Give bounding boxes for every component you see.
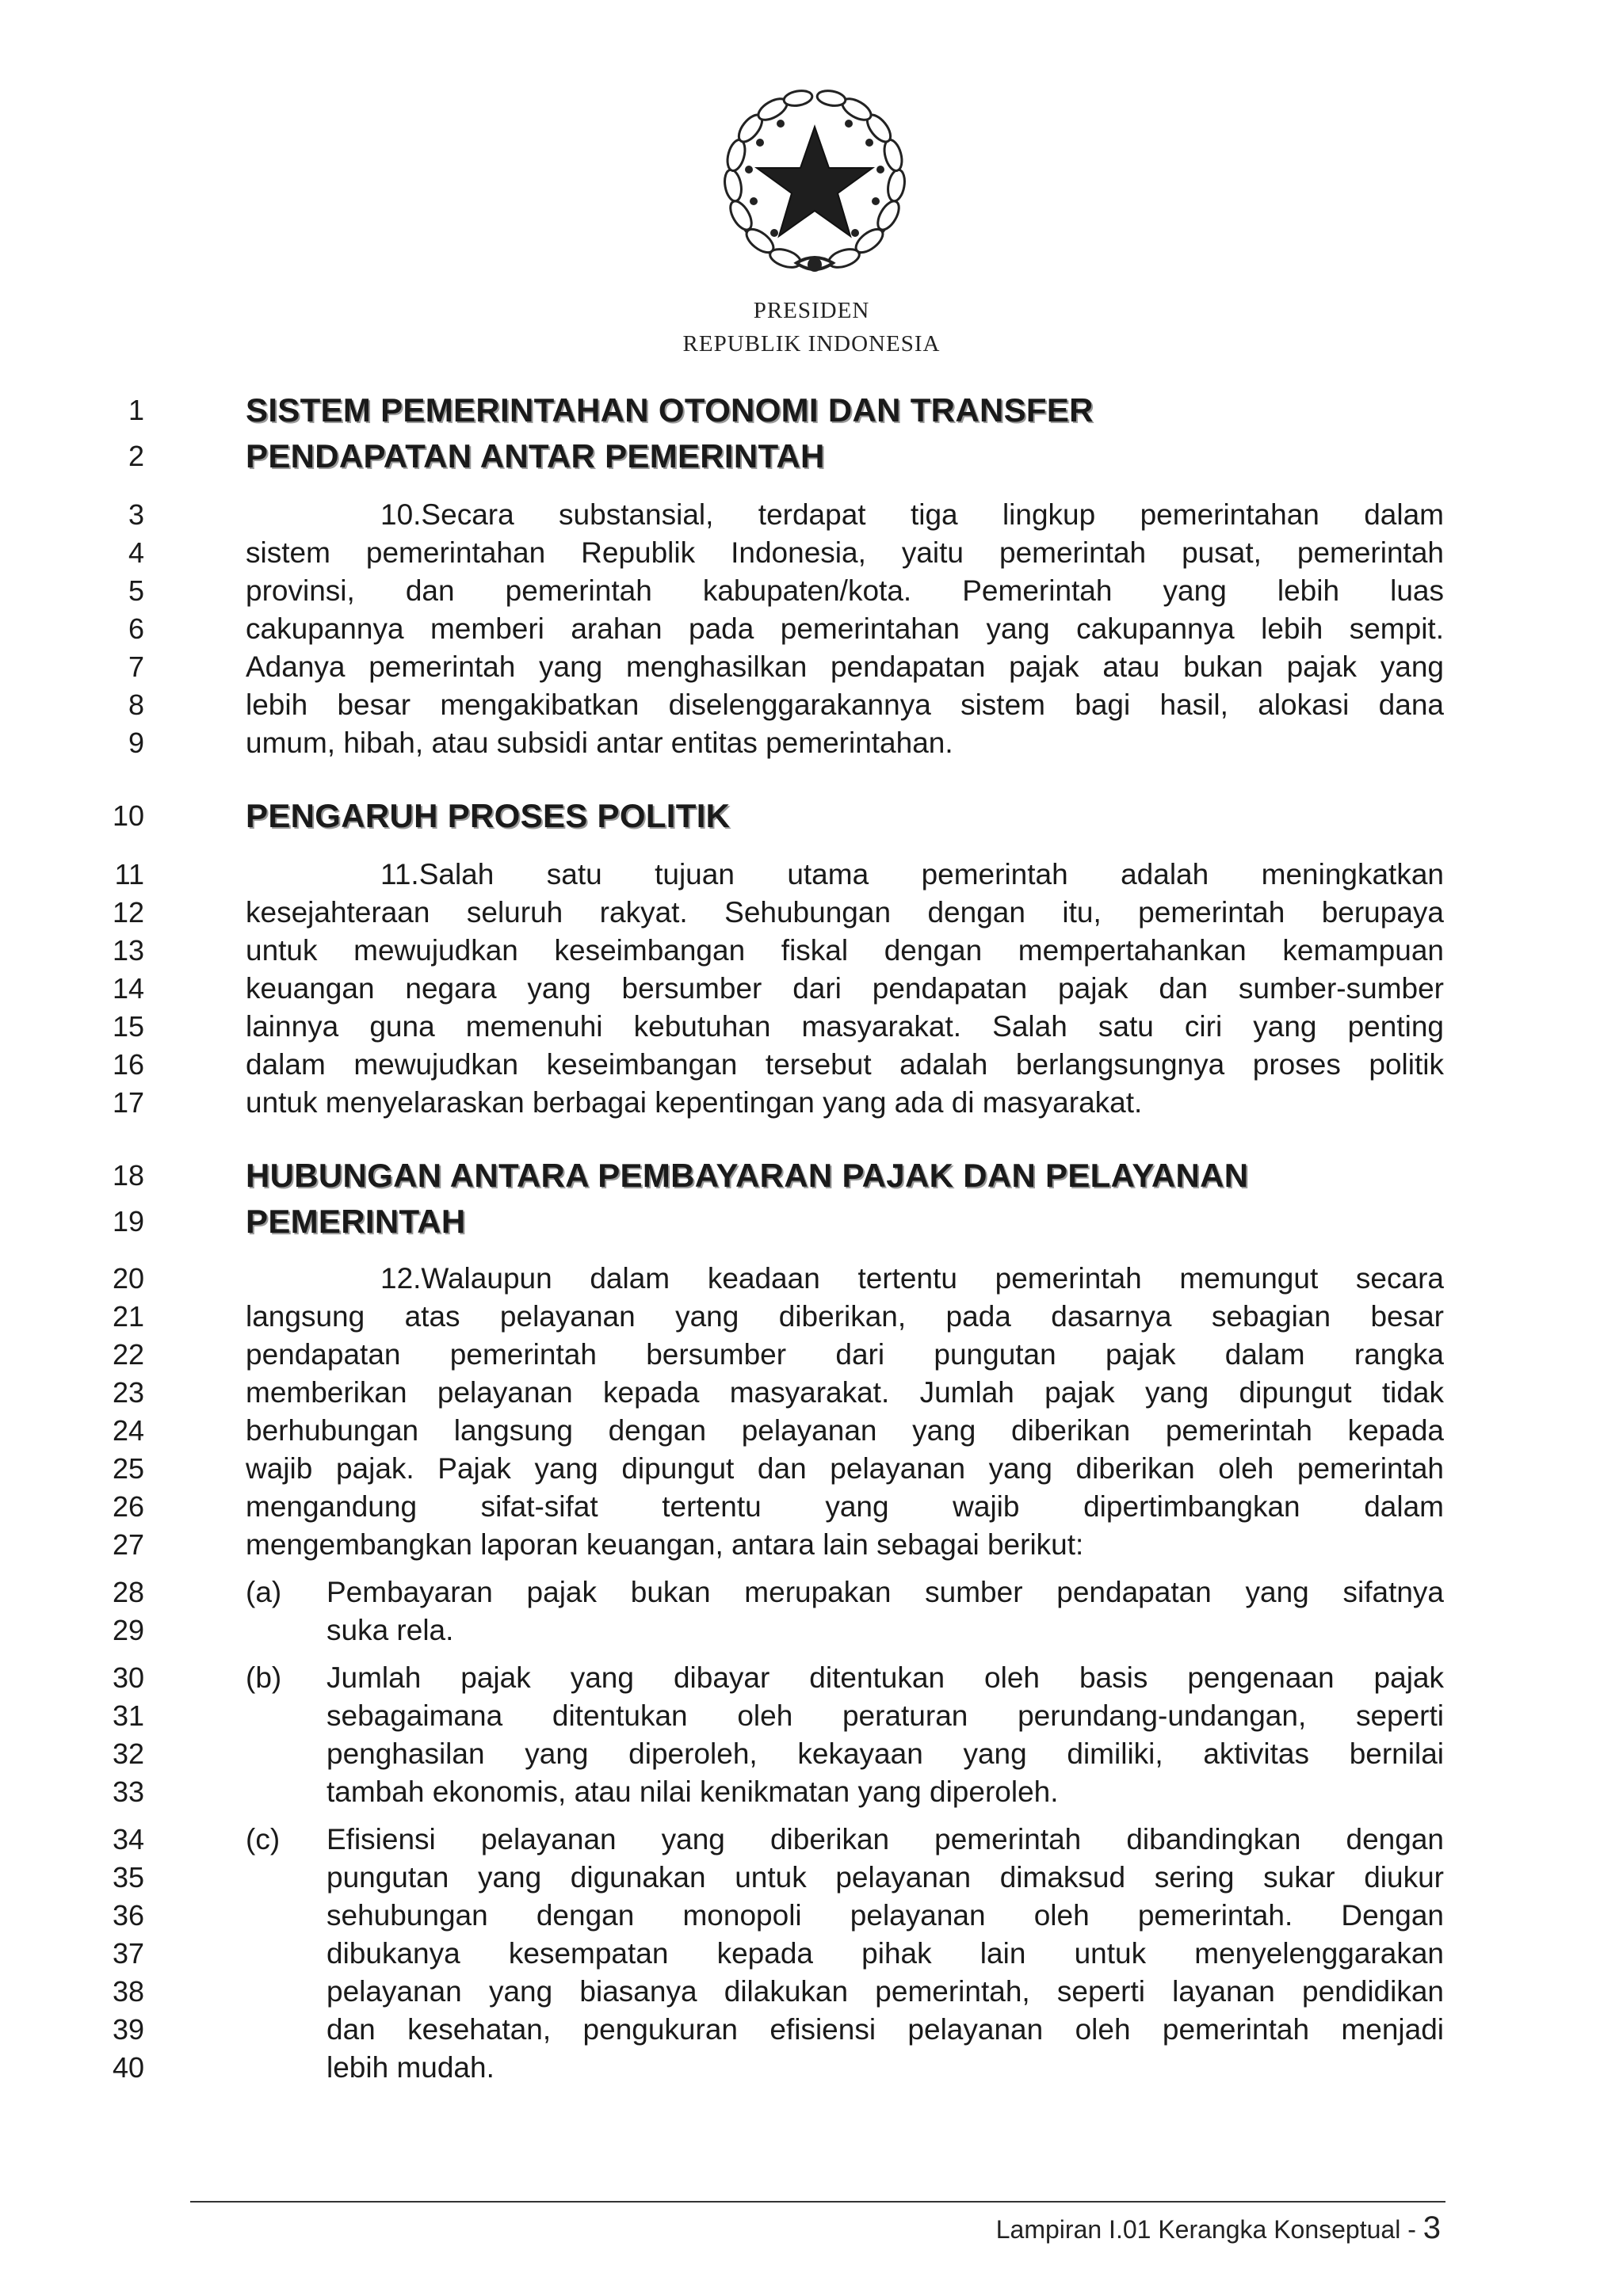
line-11: [0, 856, 1623, 895]
list-item-line: Efisiensi pelayanan yang diberikan pemerintah dibandingkan dengan: [327, 1823, 1444, 1855]
line-number: 26: [112, 1490, 144, 1523]
line-23: [0, 1374, 1623, 1413]
paragraph-line: wajib pajak. Pajak yang dipungut dan pelayanan yang diberikan oleh pemerintah: [246, 1452, 1444, 1485]
line-1: [0, 391, 1623, 431]
paragraph-line: dalam mewujudkan keseimbangan tersebut adalah berlangsungnya proses politik: [246, 1048, 1444, 1081]
header-republik-indonesia: REPUBLIK INDONESIA: [682, 331, 941, 357]
line-38: [0, 1973, 1623, 2012]
line-15: [0, 1008, 1623, 1047]
line-number: 27: [112, 1528, 144, 1561]
paragraph-line: untuk mewujudkan keseimbangan fiskal dengan mempertahankan kemampuan: [246, 934, 1444, 967]
paragraph-line: keuangan negara yang bersumber dari pendapatan pajak dan sumber-sumber: [246, 972, 1444, 1005]
line-36: [0, 1897, 1623, 1936]
line-34: [0, 1821, 1623, 1860]
list-item-line: dan kesehatan, pengukuran efisiensi pelayanan oleh pemerintah menjadi: [327, 2013, 1444, 2046]
line-number: 35: [112, 1861, 144, 1894]
paragraph-line: lainnya guna memenuhi kebutuhan masyarakat. Salah satu ciri yang penting: [246, 1010, 1444, 1043]
section-heading: PENGARUH PROSES POLITIK: [246, 797, 731, 834]
list-item-line: penghasilan yang diperoleh, kekayaan yang dimiliki, aktivitas bernilai: [327, 1737, 1444, 1770]
line-4: [0, 534, 1623, 574]
line-number: 23: [112, 1376, 144, 1409]
line-number: 21: [112, 1300, 144, 1333]
line-9: [0, 724, 1623, 764]
line-number: 11: [114, 858, 144, 891]
paragraph-line: mengandung sifat-sifat tertentu yang wajib dipertimbangkan dalam: [246, 1490, 1444, 1523]
page-number: 3: [1423, 2210, 1441, 2245]
paragraph-line: untuk menyelaraskan berbagai kepentingan yang ada di masyarakat.: [246, 1086, 1143, 1119]
line-number: 13: [112, 934, 144, 967]
list-item-line: dibukanya kesempatan kepada pihak lain untuk menyelenggarakan: [327, 1937, 1444, 1970]
list-item-line: tambah ekonomis, atau nilai kenikmatan yang diperoleh.: [327, 1775, 1059, 1808]
line-27: [0, 1526, 1623, 1566]
line-14: [0, 970, 1623, 1009]
paragraph-line: berhubungan langsung dengan pelayanan yang diberikan pemerintah kepada: [246, 1414, 1444, 1447]
line-number: 8: [128, 688, 144, 721]
paragraph-line: memberikan pelayanan kepada masyarakat. Jumlah pajak yang dipungut tidak: [246, 1376, 1444, 1409]
line-number: 30: [112, 1661, 144, 1694]
line-20: [0, 1260, 1623, 1299]
line-number: 36: [112, 1899, 144, 1932]
line-number: 22: [112, 1338, 144, 1371]
line-number: 33: [112, 1775, 144, 1808]
line-number: 7: [128, 650, 144, 683]
section-heading: PEMERINTAH: [246, 1203, 466, 1240]
list-item-line: sehubungan dengan monopoli pelayanan oleh pemerintah. Dengan: [327, 1899, 1444, 1932]
line-18: [0, 1157, 1623, 1196]
line-29: [0, 1611, 1623, 1651]
line-28: [0, 1573, 1623, 1613]
line-number: 28: [112, 1576, 144, 1608]
list-item-line: suka rela.: [327, 1614, 454, 1646]
line-number: 2: [128, 440, 144, 472]
line-10: [0, 797, 1623, 837]
line-17: [0, 1084, 1623, 1123]
line-12: [0, 894, 1623, 933]
line-number: 40: [112, 2051, 144, 2084]
paragraph-line: sistem pemerintahan Republik Indonesia, yaitu pemerintah pusat, pemerintah: [246, 536, 1444, 569]
presidential-seal-icon: [714, 82, 915, 284]
section-heading: PENDAPATAN ANTAR PEMERINTAH: [246, 437, 825, 475]
header-presiden: PRESIDEN: [753, 298, 870, 323]
line-number: 25: [112, 1452, 144, 1485]
line-number: 17: [112, 1086, 144, 1119]
line-24: [0, 1412, 1623, 1451]
line-39: [0, 2011, 1623, 2050]
line-2: [0, 437, 1623, 477]
paragraph-line: 11.Salah satu tujuan utama pemerintah adalah meningkatkan: [380, 858, 1444, 891]
list-item-line: lebih mudah.: [327, 2051, 495, 2084]
list-item-line: Pembayaran pajak bukan merupakan sumber pendapatan yang sifatnya: [327, 1576, 1444, 1608]
section-heading: HUBUNGAN ANTARA PEMBAYARAN PAJAK DAN PELAYANAN: [246, 1157, 1249, 1194]
line-number: 3: [128, 498, 144, 531]
line-30: [0, 1659, 1623, 1699]
line-number: 16: [112, 1048, 144, 1081]
line-number: 14: [112, 972, 144, 1005]
paragraph-line: pendapatan pemerintah bersumber dari pungutan pajak dalam rangka: [246, 1338, 1444, 1371]
list-item-line: pungutan yang digunakan untuk pelayanan dimaksud sering sukar diukur: [327, 1861, 1444, 1894]
footer-divider: [190, 2201, 1445, 2203]
paragraph-line: 12.Walaupun dalam keadaan tertentu pemerintah memungut secara: [380, 1262, 1444, 1295]
paragraph-line: mengembangkan laporan keuangan, antara lain sebagai berikut:: [246, 1528, 1084, 1561]
line-33: [0, 1773, 1623, 1813]
line-number: 24: [112, 1414, 144, 1447]
line-number: 32: [112, 1737, 144, 1770]
line-number: 6: [128, 612, 144, 645]
list-item-line: sebagaimana ditentukan oleh peraturan perundang-undangan, seperti: [327, 1699, 1444, 1732]
line-number: 4: [128, 536, 144, 569]
paragraph-line: umum, hibah, atau subsidi antar entitas pemerintahan.: [246, 727, 953, 759]
line-7: [0, 648, 1623, 688]
line-19: [0, 1203, 1623, 1242]
line-22: [0, 1336, 1623, 1375]
line-40: [0, 2049, 1623, 2088]
line-26: [0, 1488, 1623, 1527]
section-heading: SISTEM PEMERINTAHAN OTONOMI DAN TRANSFER: [246, 391, 1094, 429]
list-item-line: Jumlah pajak yang dibayar ditentukan oleh basis pengenaan pajak: [327, 1661, 1444, 1694]
line-number: 15: [112, 1010, 144, 1043]
line-number: 39: [112, 2013, 144, 2046]
line-number: 10: [112, 799, 144, 832]
footer-text: Lampiran I.01 Kerangka Konseptual -: [995, 2215, 1423, 2244]
line-number: 5: [128, 574, 144, 607]
paragraph-line: provinsi, dan pemerintah kabupaten/kota. Pemerintah yang lebih luas: [246, 574, 1444, 607]
line-16: [0, 1046, 1623, 1085]
line-31: [0, 1697, 1623, 1737]
line-number: 31: [112, 1699, 144, 1732]
paragraph-line: 10.Secara substansial, terdapat tiga lingkup pemerintahan dalam: [380, 498, 1444, 531]
list-label-a: (a): [246, 1576, 282, 1608]
line-3: [0, 496, 1623, 536]
line-21: [0, 1298, 1623, 1337]
line-number: 29: [112, 1614, 144, 1646]
line-number: 37: [112, 1937, 144, 1970]
line-8: [0, 686, 1623, 726]
line-number: 19: [112, 1205, 144, 1238]
line-number: 20: [112, 1262, 144, 1295]
list-label-c: (c): [246, 1823, 281, 1855]
list-label-b: (b): [246, 1661, 282, 1694]
paragraph-line: langsung atas pelayanan yang diberikan, pada dasarnya sebagian besar: [246, 1300, 1444, 1333]
line-number: 12: [112, 896, 144, 929]
line-13: [0, 932, 1623, 971]
line-6: [0, 610, 1623, 650]
line-37: [0, 1935, 1623, 1974]
line-5: [0, 572, 1623, 612]
line-number: 1: [128, 394, 144, 426]
page-footer: [996, 2210, 1441, 2246]
line-number: 9: [128, 727, 144, 759]
line-number: 34: [112, 1823, 144, 1855]
line-25: [0, 1450, 1623, 1489]
paragraph-line: lebih besar mengakibatkan diselenggarakannya sistem bagi hasil, alokasi dana: [246, 688, 1444, 721]
line-number: 38: [112, 1975, 144, 2008]
list-item-line: pelayanan yang biasanya dilakukan pemerintah, seperti layanan pendidikan: [327, 1975, 1444, 2008]
paragraph-line: cakupannya memberi arahan pada pemerintahan yang cakupannya lebih sempit.: [246, 612, 1444, 645]
line-32: [0, 1735, 1623, 1775]
paragraph-line: Adanya pemerintah yang menghasilkan pendapatan pajak atau bukan pajak yang: [246, 650, 1444, 683]
line-35: [0, 1859, 1623, 1898]
line-number: 18: [112, 1159, 144, 1192]
paragraph-line: kesejahteraan seluruh rakyat. Sehubungan dengan itu, pemerintah berupaya: [246, 896, 1444, 929]
